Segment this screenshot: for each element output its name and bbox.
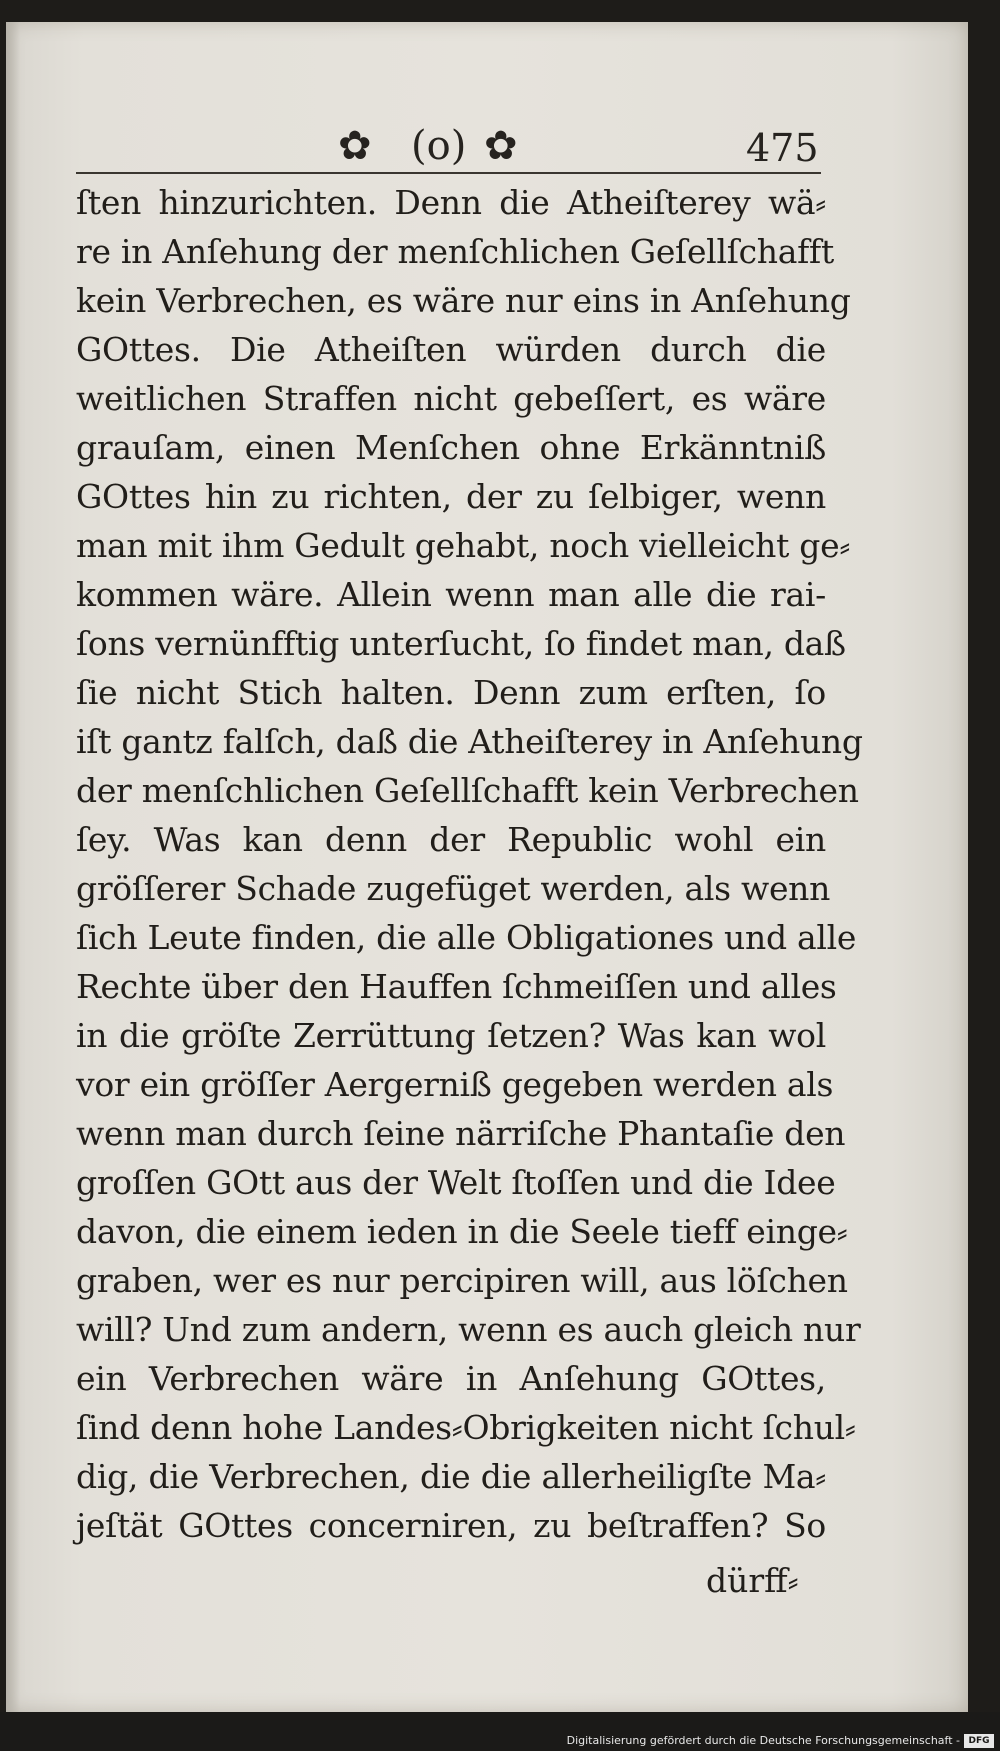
text-line: gröſſerer Schade zugefüget werden, als wenn — [76, 869, 831, 908]
text-line: will? Und zum andern, wenn es auch gleich nur — [76, 1310, 861, 1349]
text-line: kommen wäre. Allein wenn man alle die rai- — [76, 575, 826, 614]
text-line: groſſen GOtt aus der Welt ſtoſſen und die Idee — [76, 1163, 836, 1202]
text-line: ſons vernünfftig unterſucht, ſo findet man, daß — [76, 624, 846, 663]
body-text — [76, 178, 863, 1550]
left-flower-ornament-icon: ✿ — [338, 123, 372, 169]
text-line: ſten hinzurichten. Denn die Atheiſterey wä⸗ — [76, 183, 826, 222]
text-line: Rechte über den Hauffen ſchmeiſſen und alles — [76, 967, 837, 1006]
text-line: der menſchlichen Geſellſchafft kein Verbrechen — [76, 771, 859, 810]
text-line: davon, die einem ieden in die Seele tieff einge⸗ — [76, 1212, 848, 1251]
text-line: GOttes hin zu richten, der zu ſelbiger, wenn — [76, 477, 826, 516]
text-line: kein Verbrechen, es wäre nur eins in Anſehung — [76, 281, 851, 320]
text-line: ein Verbrechen wäre in Anſehung GOttes, — [76, 1359, 826, 1398]
dfg-logo: DFG — [964, 1734, 994, 1748]
text-line: GOttes. Die Atheiſten würden durch die — [76, 330, 826, 369]
text-line: wenn man durch ſeine närriſche Phantaſie den — [76, 1114, 846, 1153]
right-flower-ornament-icon: ✿ — [484, 123, 518, 169]
header-marker: (o) — [411, 123, 467, 169]
text-line: weitlichen Straffen nicht gebeſſert, es wäre — [76, 379, 826, 418]
text-line: dig, die Verbrechen, die die allerheiligſte Ma⸗ — [76, 1457, 826, 1496]
page-number: 475 — [746, 126, 819, 170]
text-line: man mit ihm Gedult gehabt, noch vielleicht ge⸗ — [76, 526, 851, 565]
catchword: dürff⸗ — [706, 1561, 799, 1600]
text-line: re in Anſehung der menſchlichen Geſellſchafft — [76, 232, 834, 271]
text-line: vor ein gröſſer Aergerniß gegeben werden als — [76, 1065, 834, 1104]
text-line: ſich Leute finden, die alle Obligationes und alle — [76, 918, 857, 957]
text-line: ſind denn hohe Landes⸗Obrigkeiten nicht ſchul⸗ — [76, 1408, 856, 1447]
running-header — [6, 122, 968, 170]
text-line: grauſam, einen Menſchen ohne Erkänntniß — [76, 428, 826, 467]
page-gutter-shadow — [6, 22, 20, 1712]
header-rule — [76, 172, 821, 174]
digitization-credit: Digitalisierung gefördert durch die Deutsche Forschungsgemeinschaft - — [566, 1734, 960, 1747]
text-line: iſt gantz falſch, daß die Atheiſterey in Anſehung — [76, 722, 863, 761]
text-line: ſie nicht Stich halten. Denn zum erſten, ſo — [76, 673, 826, 712]
text-line: jeſtät GOttes concerniren, zu beſtraffen? So — [76, 1506, 826, 1545]
text-line: graben, wer es nur percipiren will, aus löſchen — [76, 1261, 848, 1300]
text-line: ſey. Was kan denn der Republic wohl ein — [76, 820, 826, 859]
text-line: in die gröſte Zerrüttung ſetzen? Was kan wol — [76, 1016, 826, 1055]
book-page — [6, 22, 968, 1712]
